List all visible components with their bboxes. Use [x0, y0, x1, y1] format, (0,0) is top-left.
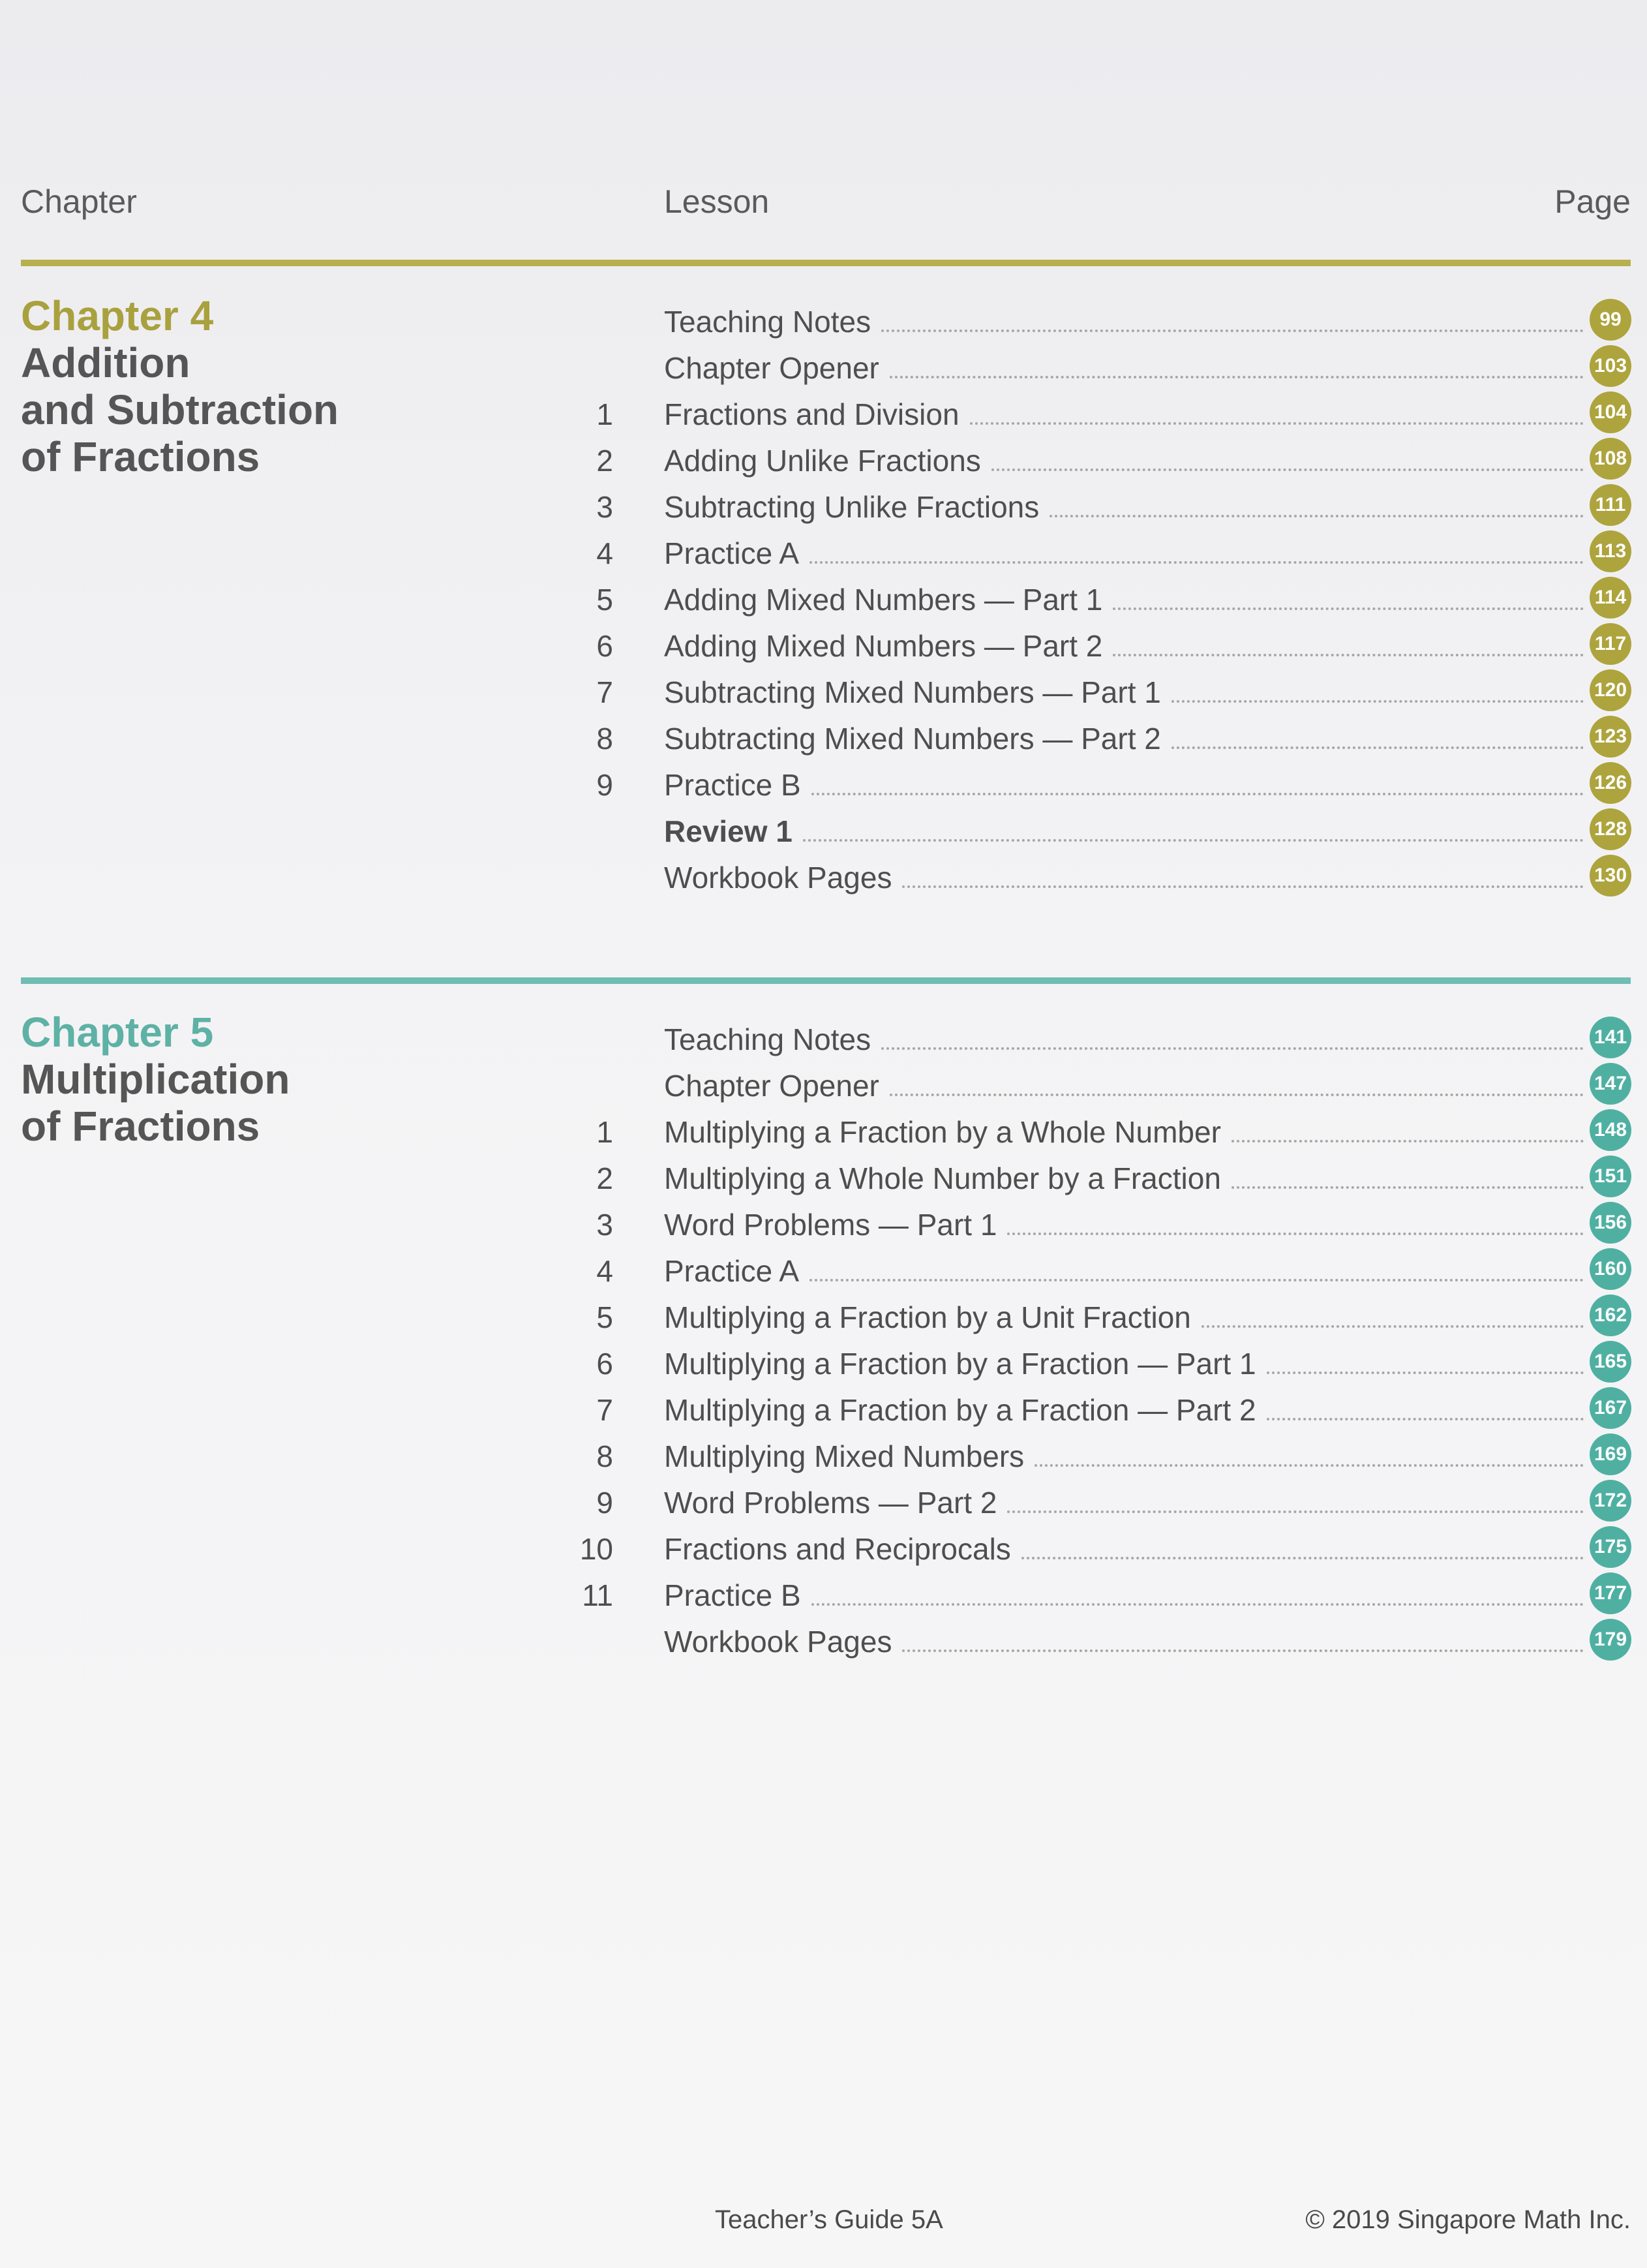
page-number-badge: 111 [1590, 484, 1631, 526]
lesson-number: 8 [596, 722, 613, 756]
lesson-title: Practice A [664, 1254, 800, 1288]
toc-entry [0, 1619, 1647, 1665]
lesson-number: 4 [596, 536, 613, 570]
toc-entry [0, 345, 1647, 391]
page-number-badge: 113 [1590, 530, 1631, 572]
lesson-title: Workbook Pages [664, 1625, 892, 1659]
chapter-4-title-line: of Fractions [21, 433, 260, 480]
toc-entry [0, 669, 1647, 716]
lesson-title-with-leader [664, 582, 1584, 617]
page-number-badge: 179 [1590, 1619, 1631, 1661]
toc-entry [0, 1341, 1647, 1387]
chapter-4-divider [21, 260, 1631, 266]
toc-entry [0, 530, 1647, 577]
lesson-title-with-leader [664, 350, 1584, 386]
dot-leader [1267, 1369, 1584, 1374]
toc-entry [0, 1202, 1647, 1248]
page-number-badge: 123 [1590, 716, 1631, 758]
lesson-title: Multiplying a Fraction by a Fraction — Part 2 [664, 1393, 1256, 1427]
chapter-4-title-line: and Subtraction [21, 386, 339, 433]
lesson-number: 7 [596, 1393, 613, 1427]
dot-leader [1007, 1508, 1584, 1513]
page-number-badge: 151 [1590, 1156, 1631, 1197]
page-number-badge: 147 [1590, 1063, 1631, 1105]
page-number-badge: 162 [1590, 1295, 1631, 1336]
lesson-title: Review 1 [664, 814, 793, 848]
page-number-badge: 156 [1590, 1202, 1631, 1244]
chapter-5-number: Chapter 5 [21, 1009, 214, 1056]
lesson-title-with-leader [664, 1068, 1584, 1103]
column-header [21, 176, 1631, 228]
dot-leader [1171, 697, 1584, 703]
page-number-badge: 103 [1590, 345, 1631, 387]
dot-leader [1007, 1230, 1584, 1235]
dot-leader [881, 1045, 1584, 1050]
lesson-number: 1 [596, 397, 613, 431]
lesson-title-with-leader [664, 1624, 1584, 1659]
lesson-title-with-leader [664, 397, 1584, 432]
lesson-title-with-leader [664, 1346, 1584, 1381]
toc-entry [0, 391, 1647, 438]
lesson-title: Practice B [664, 768, 801, 802]
toc-entry [0, 1387, 1647, 1433]
toc-entry [0, 484, 1647, 530]
chapter-4-lesson-list [0, 299, 1647, 901]
dot-leader [991, 466, 1584, 471]
toc-entry [0, 438, 1647, 484]
page-number-badge: 108 [1590, 438, 1631, 480]
lesson-number: 9 [596, 768, 613, 802]
lesson-title-with-leader [664, 1439, 1584, 1474]
dot-leader [811, 1601, 1584, 1606]
dot-leader [890, 373, 1584, 378]
dot-leader [1171, 744, 1584, 749]
page-number-badge: 126 [1590, 762, 1631, 804]
lesson-number: 6 [596, 1347, 613, 1381]
chapter-4-title-line: Addition [21, 339, 190, 386]
lesson-title: Fractions and Reciprocals [664, 1532, 1011, 1566]
lesson-number: 2 [596, 444, 613, 478]
dot-leader [1113, 605, 1584, 610]
page-number-badge: 130 [1590, 855, 1631, 896]
toc-entry [0, 299, 1647, 345]
page-number-badge: 104 [1590, 391, 1631, 433]
lesson-title-with-leader [664, 675, 1584, 710]
dot-leader [1201, 1323, 1584, 1328]
lesson-title-with-leader [664, 814, 1584, 849]
dot-leader [809, 559, 1584, 564]
toc-entry [0, 1526, 1647, 1572]
toc-entry [0, 762, 1647, 808]
lesson-title: Practice B [664, 1578, 801, 1612]
toc-entry [0, 1480, 1647, 1526]
lesson-title-with-leader [664, 860, 1584, 895]
dot-leader [970, 420, 1584, 425]
lesson-title: Multiplying a Whole Number by a Fraction [664, 1161, 1221, 1195]
lesson-number: 5 [596, 583, 613, 617]
page-number-badge: 148 [1590, 1109, 1631, 1151]
lesson-title-with-leader [664, 1392, 1584, 1428]
dot-leader [811, 790, 1584, 795]
dot-leader [890, 1091, 1584, 1096]
dot-leader [803, 836, 1584, 842]
page-column-heading: Page [1554, 183, 1631, 220]
copyright-notice: © 2019 Singapore Math Inc. [1305, 2205, 1631, 2234]
toc-entry [0, 1248, 1647, 1295]
lesson-title-with-leader [664, 1578, 1584, 1613]
dot-leader [809, 1276, 1584, 1281]
lesson-title-with-leader [664, 1300, 1584, 1335]
toc-entry [0, 1156, 1647, 1202]
toc-entry [0, 1572, 1647, 1619]
lesson-title-with-leader [664, 304, 1584, 339]
lesson-number: 1 [596, 1115, 613, 1149]
page-number-badge: 141 [1590, 1017, 1631, 1058]
dot-leader [1231, 1137, 1584, 1142]
toc-entry [0, 716, 1647, 762]
page-number-badge: 117 [1590, 623, 1631, 665]
page-number-badge: 120 [1590, 669, 1631, 711]
lesson-title: Chapter Opener [664, 351, 879, 385]
lesson-title: Practice A [664, 536, 800, 570]
lesson-number: 10 [579, 1532, 613, 1566]
lesson-number: 8 [596, 1439, 613, 1473]
toc-entry [0, 1017, 1647, 1063]
lesson-title: Workbook Pages [664, 861, 892, 895]
lesson-number: 11 [582, 1578, 613, 1612]
lesson-title: Fractions and Division [664, 397, 959, 431]
lesson-title-with-leader [664, 536, 1584, 571]
lesson-number: 5 [596, 1300, 613, 1334]
page-number-badge: 167 [1590, 1387, 1631, 1429]
dot-leader [1231, 1184, 1584, 1189]
lesson-title: Chapter Opener [664, 1069, 879, 1103]
chapter-5-title-line: Multiplication [21, 1056, 290, 1103]
lesson-title: Word Problems — Part 1 [664, 1208, 997, 1242]
lesson-title: Multiplying a Fraction by a Unit Fraction [664, 1300, 1191, 1334]
lesson-title: Adding Mixed Numbers — Part 1 [664, 583, 1103, 617]
lesson-number: 3 [596, 1208, 613, 1242]
dot-leader [1267, 1415, 1584, 1420]
dot-leader [1113, 651, 1584, 656]
lesson-title: Multiplying Mixed Numbers [664, 1439, 1025, 1473]
lesson-number: 4 [596, 1254, 613, 1288]
page-number-badge: 172 [1590, 1480, 1631, 1522]
toc-entry [0, 855, 1647, 901]
lesson-title: Multiplying a Fraction by a Whole Number [664, 1115, 1221, 1149]
chapter-4-number: Chapter 4 [21, 292, 214, 339]
chapter-5-divider [21, 977, 1631, 984]
lesson-title-with-leader [664, 1485, 1584, 1520]
dot-leader [1021, 1554, 1584, 1559]
page-number-badge: 99 [1590, 299, 1631, 341]
lesson-title: Subtracting Mixed Numbers — Part 1 [664, 675, 1161, 709]
lesson-title-with-leader [664, 767, 1584, 803]
dot-leader [1035, 1462, 1584, 1467]
page-number-badge: 169 [1590, 1433, 1631, 1475]
page-number-badge: 114 [1590, 577, 1631, 619]
lesson-title: Word Problems — Part 2 [664, 1486, 997, 1520]
lesson-number: 6 [596, 629, 613, 663]
dot-leader [881, 327, 1584, 332]
lesson-title: Multiplying a Fraction by a Fraction — Part 1 [664, 1347, 1256, 1381]
lesson-title-with-leader [664, 721, 1584, 756]
dot-leader [1050, 512, 1584, 517]
page-footer [0, 2205, 1647, 2245]
toc-entry [0, 577, 1647, 623]
guide-title: Teacher’s Guide 5A [715, 2205, 943, 2234]
lesson-title-with-leader [664, 1114, 1584, 1150]
lesson-title-with-leader [664, 628, 1584, 664]
lesson-title-with-leader [664, 1207, 1584, 1242]
lesson-column-heading: Lesson [664, 183, 770, 220]
toc-entry [0, 1109, 1647, 1156]
dot-leader [902, 1647, 1584, 1652]
dot-leader [902, 883, 1584, 888]
chapter-5-title-line: of Fractions [21, 1103, 260, 1150]
lesson-number: 7 [596, 675, 613, 709]
page-number-badge: 177 [1590, 1572, 1631, 1614]
toc-entry [0, 1433, 1647, 1480]
lesson-title-with-leader [664, 1161, 1584, 1196]
lesson-title-with-leader [664, 1253, 1584, 1289]
page-number-badge: 128 [1590, 808, 1631, 850]
lesson-number: 9 [596, 1486, 613, 1520]
lesson-title: Teaching Notes [664, 305, 871, 339]
toc-entry [0, 1295, 1647, 1341]
chapter-column-heading: Chapter [21, 183, 137, 220]
lesson-number: 2 [596, 1161, 613, 1195]
toc-entry [0, 1063, 1647, 1109]
toc-entry [0, 623, 1647, 669]
page-number-badge: 160 [1590, 1248, 1631, 1290]
chapter-5-lesson-list [0, 1017, 1647, 1665]
lesson-number: 3 [596, 490, 613, 524]
lesson-title-with-leader [664, 489, 1584, 525]
lesson-title: Subtracting Unlike Fractions [664, 490, 1040, 524]
lesson-title: Adding Unlike Fractions [664, 444, 981, 478]
lesson-title-with-leader [664, 1531, 1584, 1567]
lesson-title: Subtracting Mixed Numbers — Part 2 [664, 722, 1161, 756]
page-number-badge: 165 [1590, 1341, 1631, 1383]
lesson-title-with-leader [664, 443, 1584, 478]
page-number-badge: 175 [1590, 1526, 1631, 1568]
lesson-title-with-leader [664, 1022, 1584, 1057]
lesson-title: Adding Mixed Numbers — Part 2 [664, 629, 1103, 663]
toc-entry [0, 808, 1647, 855]
lesson-title: Teaching Notes [664, 1022, 871, 1056]
